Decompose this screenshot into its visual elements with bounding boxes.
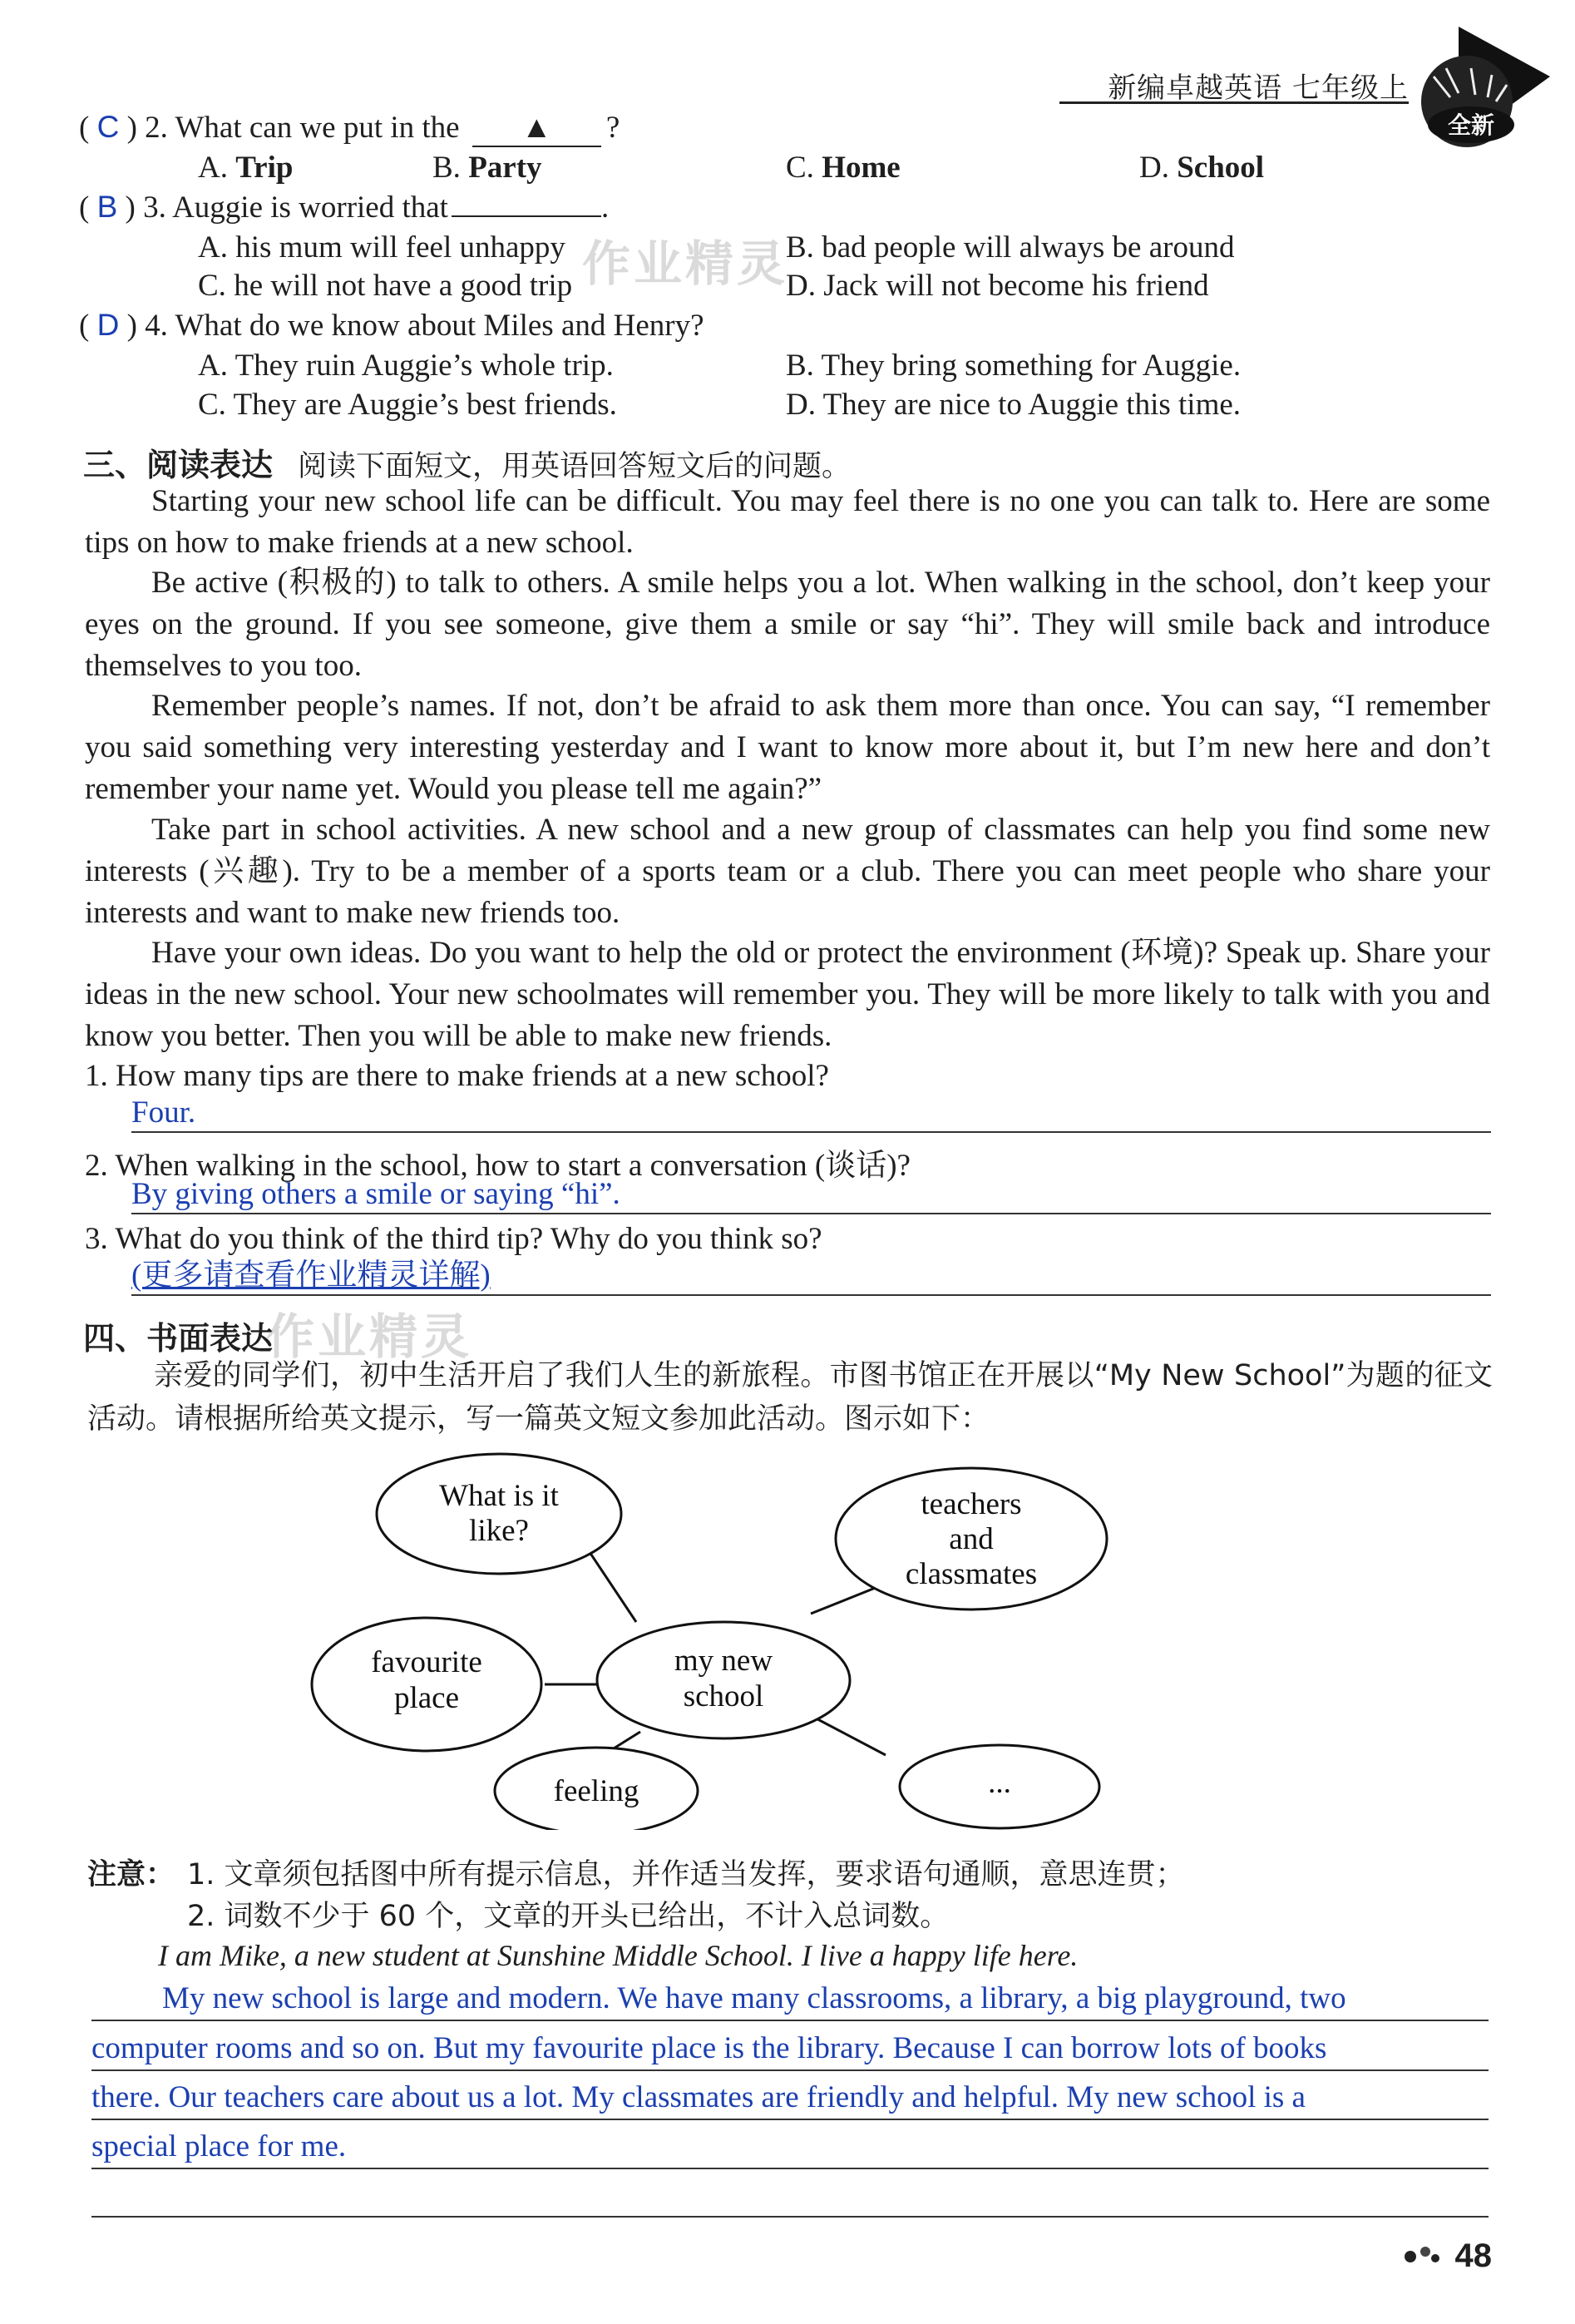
option-c: [786, 150, 901, 185]
section-3-title: [83, 439, 851, 485]
node-label: teachers: [921, 1487, 1022, 1521]
essay-line-4[interactable]: special place for me.: [91, 2126, 1489, 2169]
watermark: 作业精灵: [582, 235, 789, 292]
option-text: School: [1177, 151, 1265, 185]
question-3: ( B ) 3. Auggie is worried that .: [79, 190, 610, 225]
question-stem: Auggie is worried that: [172, 190, 448, 225]
option-letter: B.: [432, 151, 461, 185]
option-letter: C.: [198, 269, 226, 303]
option-letter: C.: [786, 151, 814, 185]
page-header: [993, 18, 1575, 160]
option-d: [786, 387, 1241, 423]
reading-paragraph-4: Take part in school activities. A new school and a new group of classmates can help you find some new interests (兴趣). Try to be a member of a sports team or a club. There you can meet people who share your interests and want to make new friends too.: [85, 813, 1490, 930]
note-2: 2. 词数不少于 60 个，文章的开头已给出，不计入总词数。: [187, 1900, 950, 1933]
reading-question-1: 1. How many tips are there to make friends at a new school?: [85, 1059, 829, 1093]
writing-prompt: 亲爱的同学们，初中生活开启了我们人生的新旅程。市图书馆正在开展以“My New School”为题的征文活动。请根据所给英文提示，写一篇英文短文参加此活动。图示如下：: [87, 1359, 1493, 1436]
option-b: [786, 230, 1234, 265]
connector: [586, 1547, 636, 1622]
option-a: [198, 348, 614, 383]
option-text: his mum will feel unhappy: [235, 230, 565, 265]
reading-question-2: 2. When walking in the school, how to start a conversation (谈话)?: [85, 1149, 911, 1183]
answer-blank: [472, 110, 601, 147]
essay-line-2[interactable]: computer rooms and so on. But my favourite place is the library. Because I can borrow lots of books: [91, 2028, 1489, 2071]
option-letter: B.: [786, 230, 814, 265]
reading-paragraph-5: Have your own ideas. Do you want to help the old or protect the environment (环境)? Speak up. Share your ideas in the new school. Your new schoolmates will remember you. They will be more likely to talk with you and know you better. Then you will be able to make new friends.: [85, 936, 1490, 1053]
node-label: and: [949, 1522, 994, 1556]
node-label: favourite: [371, 1645, 482, 1679]
question-number: 4.: [145, 309, 168, 343]
option-text: They ruin Auggie’s whole trip.: [235, 349, 614, 383]
option-letter: A.: [198, 349, 228, 383]
option-c: [198, 387, 617, 423]
option-b: [432, 150, 542, 185]
question-suffix: .: [600, 190, 610, 225]
question-4: ( D ) 4. What do we know about Miles and Henry?: [79, 308, 704, 343]
section-4-title: 四、书面表达: [83, 1320, 274, 1357]
watermark: 作业精灵: [266, 1308, 473, 1365]
reading-answer-3-link[interactable]: (更多请查看作业精灵详解): [131, 1258, 1491, 1296]
mind-map-diagram: [299, 1447, 1139, 1830]
node-label: ...: [988, 1766, 1011, 1800]
option-text: They are nice to Auggie this time.: [822, 388, 1242, 422]
question-2: ( C ) 2. What can we put in the ▲ ?: [79, 110, 620, 147]
answer-blank: [452, 215, 601, 217]
option-letter: A.: [198, 230, 228, 265]
option-text: Trip: [235, 151, 294, 185]
reading-paragraph-1: Starting your new school life can be difficult. You may feel there is no one you can talk to. Here are some tips on how to make friends at a new school.: [85, 484, 1490, 560]
reading-question-3: 3. What do you think of the third tip? Why do you think so?: [85, 1222, 822, 1256]
option-letter: B.: [786, 349, 814, 383]
option-b: [786, 348, 1241, 383]
option-letter: A.: [198, 151, 228, 185]
book-title: 新编卓越英语 七年级上: [1108, 72, 1409, 105]
option-d: [786, 268, 1209, 304]
option-text: They are Auggie’s best friends.: [233, 388, 617, 422]
question-number: 2.: [145, 111, 168, 145]
option-letter: D.: [786, 269, 816, 303]
option-d: [1139, 150, 1264, 185]
question-suffix: ?: [605, 111, 620, 145]
node-label: like?: [469, 1514, 529, 1548]
note-label: 注意：: [87, 1858, 175, 1891]
center-label: my new: [674, 1644, 773, 1678]
badge-icon: [1409, 18, 1558, 160]
blank-triangle: ▲: [521, 111, 552, 145]
option-letter: D.: [786, 388, 816, 422]
question-number: 3.: [143, 190, 166, 225]
option-a: [198, 150, 293, 185]
question-stem: What can we put in the: [175, 111, 460, 145]
node-label: place: [393, 1681, 460, 1715]
node-label: What is it: [439, 1479, 559, 1513]
option-c: [198, 268, 572, 304]
option-text: They bring something for Auggie.: [821, 349, 1242, 383]
reading-paragraph-3: Remember people’s names. If not, don’t be afraid to ask them more than once. You can say, “I remember you said something very interesting yesterday and I want to know more about it, but I’m new here and don’t remember your name yet. Would you please tell me again?”: [85, 689, 1490, 806]
essay-line-3[interactable]: there. Our teachers care about us a lot. My classmates are friendly and helpful. My new school is a: [91, 2077, 1489, 2120]
essay-intro: I am Mike, a new student at Sunshine Middle School. I live a happy life here.: [158, 1939, 1079, 1972]
essay-line-1[interactable]: My new school is large and modern. We have many classrooms, a library, a big playground, two: [91, 1978, 1489, 2021]
badge-text: 全新: [1447, 111, 1495, 139]
option-letter: D.: [1139, 151, 1169, 185]
footer-ornament-icon: [1400, 2242, 1442, 2267]
option-a: [198, 230, 565, 265]
option-text: bad people will always be around: [822, 230, 1235, 265]
question-stem: What do we know about Miles and Henry?: [175, 309, 704, 343]
option-text: Party: [468, 151, 542, 185]
option-text: Jack will not become his friend: [823, 269, 1209, 303]
answer-mark: C: [96, 110, 120, 144]
option-text: Home: [822, 151, 901, 185]
node-label: feeling: [553, 1774, 639, 1808]
page-number: 48: [1454, 2237, 1492, 2274]
reading-answer-2[interactable]: By giving others a smile or saying “hi”.: [131, 1176, 1491, 1214]
node-label: classmates: [905, 1557, 1038, 1591]
header-rule: [1059, 101, 1409, 104]
section-instruction: 阅读下面短文，用英语回答短文后的问题。: [298, 450, 852, 483]
section-heading: 三、阅读表达: [83, 447, 274, 483]
option-letter: C.: [198, 388, 226, 422]
connector: [811, 1587, 877, 1614]
note-1: 1. 文章须包括图中所有提示信息，并作适当发挥，要求语句通顺，意思连贯；: [187, 1858, 1185, 1891]
answer-mark: B: [96, 190, 118, 224]
answer-mark: D: [96, 308, 120, 342]
center-label: school: [683, 1679, 764, 1713]
reading-answer-1[interactable]: Four.: [131, 1095, 1491, 1133]
reading-paragraph-2: Be active (积极的) to talk to others. A smile helps you a lot. When walking in the school, don’t keep your eyes on the ground. If you see someone, give them a smile or say “hi”. They will smile back and introduce themselves to you too.: [85, 566, 1490, 683]
option-text: he will not have a good trip: [234, 269, 573, 303]
essay-line-5[interactable]: [91, 2174, 1489, 2218]
